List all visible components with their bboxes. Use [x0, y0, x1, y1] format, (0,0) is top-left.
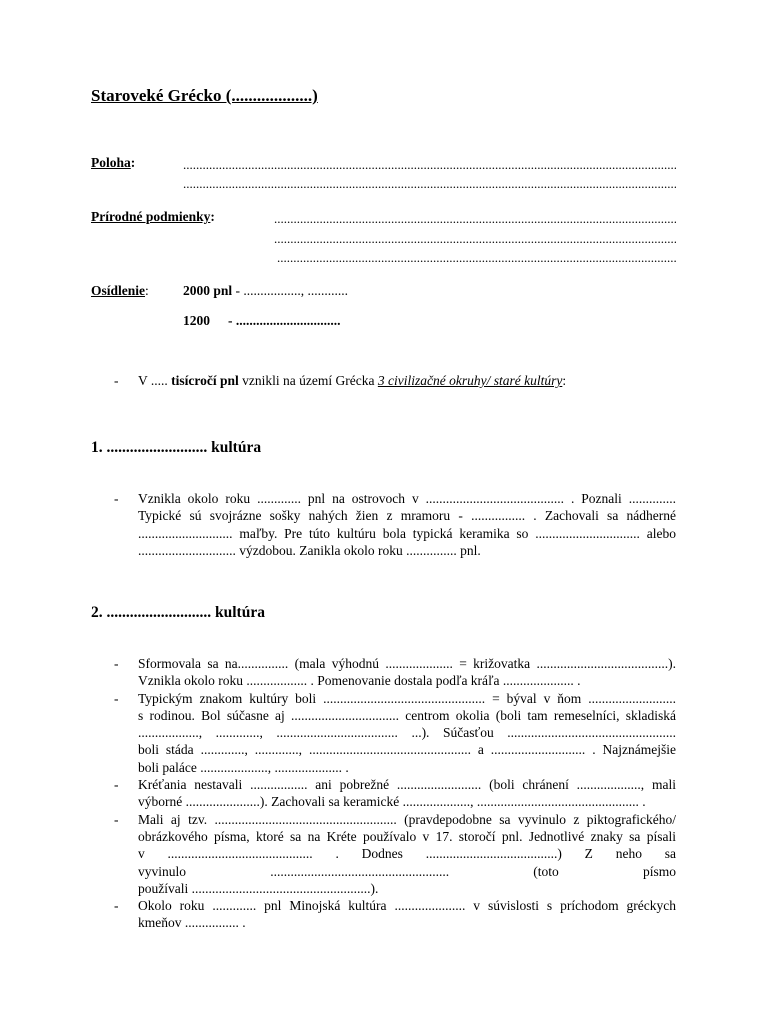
bullet-dash: -: [114, 811, 119, 827]
list-line: boli stáda ............., ............., ................................................ a ............................ . Najznámejšie: [138, 742, 676, 758]
bullet-dash: -: [114, 898, 119, 914]
section-2-item-2: [91, 690, 676, 776]
list-line: s rodinou. Bol súčasne aj ................................ centrom okolia (boli tam remeselníci, skladiská: [138, 707, 676, 723]
osidlenie-rest-1: - ................., ............: [232, 283, 349, 298]
section-2-item-4: [91, 811, 676, 897]
prirodne-label: Prírodné podmienky: [91, 209, 211, 224]
list-line: kmeňov ................ .: [138, 915, 246, 931]
list-line: výborné ......................). Zachovali sa keramické ...................., ................................................ .: [138, 794, 646, 810]
list-line: Mali aj tzv. ...................................................... (pravdepodobne sa vyvinulo z piktografického/: [138, 811, 676, 827]
list-line: Vznikla okolo roku .................. . Pomenovanie dostala podľa kráľa ..................... .: [138, 673, 581, 689]
list-line: Kréťania nestavali ................. ani pobrežné ......................... (boli chránení ..................., mali: [138, 777, 676, 793]
section-1-list: [91, 490, 676, 559]
list-line: boli paláce ...................., .................... .: [138, 759, 349, 775]
section-1-item: [91, 490, 676, 559]
list-line: Sformovala sa na............... (mala výhodnú .................... = križovatka .......................................).: [138, 656, 676, 671]
page-title: Staroveké Grécko (...................): [91, 86, 318, 105]
intro-post: :: [562, 373, 567, 388]
poloha-label-wrap: [91, 155, 135, 171]
prirodne-blank-3: [277, 247, 676, 268]
section-2-item-3: [91, 776, 676, 811]
list-line: používali .....................................................).: [138, 880, 379, 896]
intro-line: [138, 373, 566, 389]
section-2-heading: 2. ........................... kultúra: [91, 604, 265, 621]
prirodne-blank-1: [274, 208, 676, 229]
intro-pre: V .....: [138, 373, 172, 388]
list-line: Typickým znakom kultúry boli ................................................ = býval v ňom ..........................: [138, 690, 676, 706]
prirodne-label-wrap: [91, 209, 215, 225]
section-1-heading: 1. .......................... kultúra: [91, 439, 262, 456]
section-1-line-1: Vznikla okolo roku ............. pnl na ostrovoch v ......................................... . Poznali ..............: [138, 491, 676, 506]
section-2-list: [91, 655, 676, 932]
bullet-dash: -: [114, 777, 119, 793]
intro-bold: tisícročí pnl: [171, 373, 239, 388]
list-line: Okolo roku ............. pnl Minojská kultúra ..................... v súvislosti s príchodom gréckych: [138, 898, 676, 914]
intro-mid: vznikli na území Grécka: [238, 373, 378, 388]
intro-dash: -: [114, 373, 119, 388]
osidlenie-year-1: 2000 pnl: [183, 283, 233, 298]
section-1-line-4: ............................. výzdobou. Zanikla okolo roku ............... pnl.: [138, 542, 481, 558]
prirodne-blank-2: [274, 228, 676, 249]
osidlenie-line-2: [183, 313, 341, 329]
section-1-line-2: Typické sú svojrázne sošky nahých žien z mramoru - ................ . Zachovali sa nádherné: [138, 508, 676, 524]
osidlenie-label-wrap: [91, 283, 149, 299]
intro-underlined: 3 civilizačné okruhy/ staré kultúry: [377, 373, 563, 388]
bullet-dash: -: [114, 690, 119, 706]
section-2-item-5: [91, 897, 676, 932]
osidlenie-label: Osídlenie: [91, 283, 146, 298]
osidlenie-year-2: 1200: [183, 313, 210, 328]
list-line: .................., ............., .................................... ...). Súčasťou ..................................................: [138, 725, 676, 741]
list-line: obrázkového písma, ktoré sa na Kréte používalo v 17. storočí pnl. Jednotlivé znaky sa písali: [138, 828, 676, 844]
bullet-dash: -: [114, 491, 119, 506]
poloha-label: Poloha: [91, 155, 131, 170]
poloha-blank-2: [183, 173, 676, 194]
list-line: vyvinulo ..................................................... (toto písmo: [138, 863, 676, 879]
osidlenie-colon: :: [145, 283, 149, 298]
section-1-line-3: ............................ maľby. Pre túto kultúru bola typická keramika so ............................... alebo: [138, 525, 676, 541]
prirodne-colon: :: [210, 209, 215, 224]
section-2-item-1: [91, 655, 676, 690]
osidlenie-rest-2: - ...............................: [228, 313, 341, 328]
list-line: v ........................................... . Dodnes .......................................) Z neho sa: [138, 846, 676, 862]
poloha-blank-1: [183, 154, 676, 175]
poloha-colon: :: [130, 155, 136, 170]
bullet-dash: -: [114, 656, 119, 671]
osidlenie-line-1: [183, 283, 348, 299]
